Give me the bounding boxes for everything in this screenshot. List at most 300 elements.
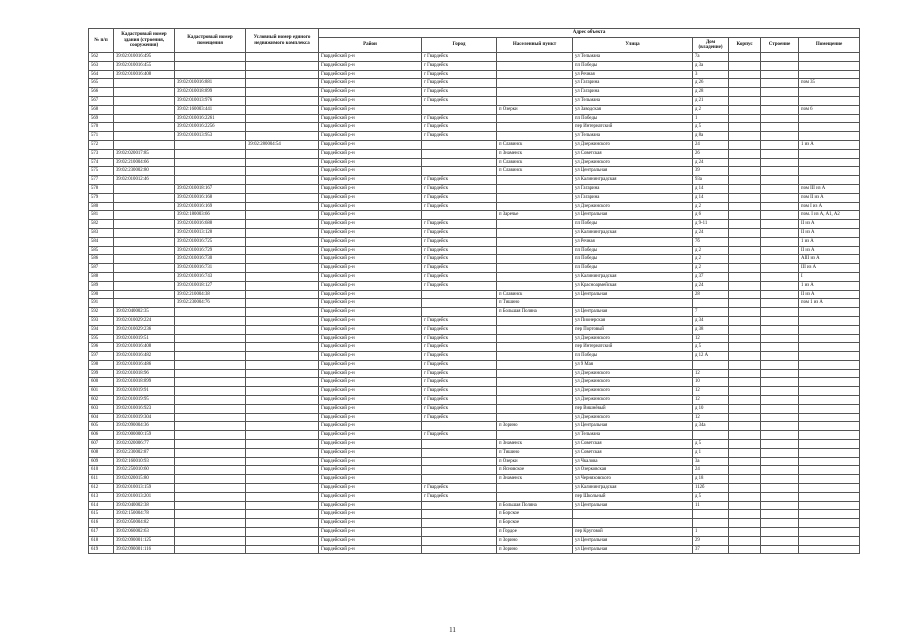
cell-num: 613: [89, 492, 114, 501]
cell-house: д 2: [693, 105, 729, 114]
cell-corpus: [729, 378, 761, 387]
cell-num: 578: [89, 184, 114, 193]
cell-city: г Гвардейск: [422, 404, 497, 413]
cell-house: д 10: [693, 404, 729, 413]
cell-num: 606: [89, 431, 114, 440]
cell-settlement: п Зорино: [497, 536, 573, 545]
cell-street: ул Центральная: [573, 501, 693, 510]
cell-cadastral-building: 39:02:150004:78: [114, 510, 175, 519]
cell-cadastral-building: 39:02:010019:51: [114, 334, 175, 343]
cell-house: 39: [693, 167, 729, 176]
cell-house: 112б: [693, 484, 729, 493]
cell-settlement: [497, 114, 573, 123]
cell-room: [799, 343, 860, 352]
cell-room: [799, 88, 860, 97]
cell-settlement: [497, 202, 573, 211]
cell-building: [761, 519, 799, 528]
cell-conditional-complex: [246, 299, 319, 308]
cell-city: [422, 457, 497, 466]
table-row: [89, 140, 860, 149]
header-num: № п/п: [89, 29, 114, 53]
table-row: [89, 484, 860, 493]
cell-city: г Гвардейск: [422, 281, 497, 290]
cell-street: пл Победы: [573, 264, 693, 273]
cell-district: Гвардейский р-н: [319, 510, 422, 519]
cell-building: [761, 193, 799, 202]
cell-num: 588: [89, 272, 114, 281]
cell-num: 610: [89, 466, 114, 475]
cell-city: г Гвардейск: [422, 396, 497, 405]
cell-cadastral-room: [175, 457, 246, 466]
registry-rows: [89, 53, 860, 554]
cell-cadastral-room: 39:02:010018:127: [175, 281, 246, 290]
cell-room: [799, 422, 860, 431]
cell-city: г Гвардейск: [422, 132, 497, 141]
cell-house: д 24: [693, 228, 729, 237]
cell-street: ул Речная: [573, 70, 693, 79]
cell-room: [799, 448, 860, 457]
cell-conditional-complex: [246, 492, 319, 501]
cell-cadastral-building: [114, 272, 175, 281]
cell-building: [761, 369, 799, 378]
cell-house: д 8а: [693, 132, 729, 141]
cell-cadastral-building: [114, 290, 175, 299]
header-street: Улица: [573, 38, 693, 53]
cell-house: 3а: [693, 457, 729, 466]
cell-street: пл Победы: [573, 352, 693, 361]
cell-city: г Гвардейск: [422, 492, 497, 501]
header-district: Район: [319, 38, 422, 53]
cell-cadastral-building: 39:02:020015:80: [114, 475, 175, 484]
cell-city: г Гвардейск: [422, 255, 497, 264]
cell-settlement: [497, 228, 573, 237]
cell-house: 12: [693, 387, 729, 396]
cell-cadastral-room: 39:02:010013:953: [175, 132, 246, 141]
cell-settlement: [497, 387, 573, 396]
cell-city: г Гвардейск: [422, 325, 497, 334]
cell-street: ул Центральная: [573, 422, 693, 431]
cell-settlement: п Заречье: [497, 211, 573, 220]
cell-cadastral-room: 39:02:010013:976: [175, 96, 246, 105]
cell-district: Гвардейский р-н: [319, 360, 422, 369]
cell-conditional-complex: [246, 316, 319, 325]
cell-conditional-complex: [246, 404, 319, 413]
cell-room: [799, 431, 860, 440]
cell-street: ул Заводская: [573, 105, 693, 114]
cell-building: [761, 528, 799, 537]
table-row: [89, 272, 860, 281]
table-row: [89, 184, 860, 193]
cell-cadastral-building: [114, 96, 175, 105]
cell-city: [422, 149, 497, 158]
cell-cadastral-building: [114, 140, 175, 149]
cell-cadastral-room: [175, 167, 246, 176]
cell-room: [799, 352, 860, 361]
cell-conditional-complex: [246, 202, 319, 211]
cell-building: [761, 167, 799, 176]
cell-num: 577: [89, 176, 114, 185]
cell-house: д 38: [693, 325, 729, 334]
cell-conditional-complex: [246, 176, 319, 185]
cell-district: Гвардейский р-н: [319, 202, 422, 211]
table-row: [89, 96, 860, 105]
cell-cadastral-building: [114, 132, 175, 141]
cell-house: д 14: [693, 184, 729, 193]
cell-room: II из А: [799, 290, 860, 299]
cell-cadastral-room: [175, 325, 246, 334]
cell-conditional-complex: [246, 519, 319, 528]
cell-building: [761, 492, 799, 501]
table-row: [89, 404, 860, 413]
cell-district: Гвардейский р-н: [319, 255, 422, 264]
cell-district: Гвардейский р-н: [319, 193, 422, 202]
cell-cadastral-room: [175, 528, 246, 537]
cell-district: Гвардейский р-н: [319, 176, 422, 185]
cell-settlement: [497, 484, 573, 493]
cell-corpus: [729, 79, 761, 88]
cell-settlement: п Борское: [497, 519, 573, 528]
cell-building: [761, 325, 799, 334]
cell-room: [799, 378, 860, 387]
cell-room: [799, 528, 860, 537]
cell-street: ул Тельмана: [573, 431, 693, 440]
table-row: [89, 528, 860, 537]
cell-street: ул Советская: [573, 448, 693, 457]
cell-cadastral-room: [175, 378, 246, 387]
cell-settlement: п Озерки: [497, 457, 573, 466]
cell-house: д 34а: [693, 422, 729, 431]
cell-street: ул Пионерская: [573, 316, 693, 325]
cell-cadastral-building: 39:02:040002:38: [114, 501, 175, 510]
cell-district: Гвардейский р-н: [319, 466, 422, 475]
table-row: [89, 387, 860, 396]
cell-district: Гвардейский р-н: [319, 369, 422, 378]
cell-room: [799, 387, 860, 396]
cell-corpus: [729, 149, 761, 158]
cell-street: [573, 519, 693, 528]
cell-cadastral-room: [175, 492, 246, 501]
cell-settlement: [497, 396, 573, 405]
cell-city: [422, 422, 497, 431]
cell-district: Гвардейский р-н: [319, 492, 422, 501]
cell-cadastral-room: 39:02:010016:168: [175, 193, 246, 202]
cell-city: г Гвардейск: [422, 378, 497, 387]
cell-building: [761, 96, 799, 105]
cell-room: [799, 413, 860, 422]
cell-city: [422, 290, 497, 299]
cell-house: д 5: [693, 343, 729, 352]
cell-street: пл Победы: [573, 61, 693, 70]
cell-city: [422, 519, 497, 528]
cell-corpus: [729, 53, 761, 62]
cell-conditional-complex: [246, 193, 319, 202]
cell-settlement: [497, 378, 573, 387]
cell-street: ул Дзержинского: [573, 378, 693, 387]
cell-settlement: [497, 193, 573, 202]
cell-room: [799, 61, 860, 70]
cell-district: Гвардейский р-н: [319, 88, 422, 97]
table-row: [89, 88, 860, 97]
cell-num: 585: [89, 246, 114, 255]
cell-street: ул Калининградская: [573, 176, 693, 185]
cell-house: 24: [693, 466, 729, 475]
cell-room: [799, 149, 860, 158]
cell-building: [761, 264, 799, 273]
cell-room: [799, 96, 860, 105]
cell-cadastral-room: [175, 413, 246, 422]
cell-conditional-complex: [246, 360, 319, 369]
cell-city: [422, 475, 497, 484]
cell-room: [799, 167, 860, 176]
cell-street: ул Гагарина: [573, 184, 693, 193]
cell-cadastral-building: [114, 184, 175, 193]
cell-district: Гвардейский р-н: [319, 96, 422, 105]
cell-settlement: [497, 369, 573, 378]
cell-building: [761, 448, 799, 457]
cell-house: [693, 360, 729, 369]
cell-house: д 1: [693, 448, 729, 457]
cell-district: Гвардейский р-н: [319, 70, 422, 79]
cell-cadastral-building: 39:02:090001:125: [114, 536, 175, 545]
cell-cadastral-room: 39:02:010016:881: [175, 79, 246, 88]
cell-district: Гвардейский р-н: [319, 79, 422, 88]
table-row: [89, 536, 860, 545]
cell-cadastral-building: [114, 211, 175, 220]
cell-settlement: п Знаменск: [497, 440, 573, 449]
cell-district: Гвардейский р-н: [319, 211, 422, 220]
cell-building: [761, 536, 799, 545]
table-row: [89, 457, 860, 466]
cell-room: [799, 158, 860, 167]
cell-corpus: [729, 140, 761, 149]
cell-district: Гвардейский р-н: [319, 220, 422, 229]
cell-cadastral-room: 39:02:010016:731: [175, 264, 246, 273]
cell-cadastral-room: [175, 519, 246, 528]
cell-city: г Гвардейск: [422, 484, 497, 493]
table-row: [89, 70, 860, 79]
cell-corpus: [729, 387, 761, 396]
table-row: [89, 308, 860, 317]
cell-district: Гвардейский р-н: [319, 290, 422, 299]
cell-room: [799, 466, 860, 475]
cell-num: 615: [89, 510, 114, 519]
cell-corpus: [729, 193, 761, 202]
cell-room: 1 из А: [799, 237, 860, 246]
cell-settlement: п Тишино: [497, 448, 573, 457]
cell-conditional-complex: [246, 281, 319, 290]
registry-table: [88, 28, 860, 554]
cell-city: г Гвардейск: [422, 316, 497, 325]
cell-district: Гвардейский р-н: [319, 422, 422, 431]
cell-cadastral-room: [175, 422, 246, 431]
cell-num: 611: [89, 475, 114, 484]
cell-building: [761, 158, 799, 167]
cell-corpus: [729, 88, 761, 97]
cell-settlement: [497, 264, 573, 273]
cell-building: [761, 79, 799, 88]
cell-settlement: [497, 404, 573, 413]
cell-cadastral-building: 39:02:040002:35: [114, 308, 175, 317]
cell-corpus: [729, 352, 761, 361]
cell-cadastral-building: 39:02:020017:85: [114, 149, 175, 158]
cell-building: [761, 53, 799, 62]
cell-num: 603: [89, 404, 114, 413]
cell-city: г Гвардейск: [422, 352, 497, 361]
cell-cadastral-building: [114, 299, 175, 308]
cell-city: г Гвардейск: [422, 96, 497, 105]
cell-street: пер Портовый: [573, 325, 693, 334]
cell-corpus: [729, 61, 761, 70]
cell-cadastral-room: [175, 466, 246, 475]
cell-district: Гвардейский р-н: [319, 378, 422, 387]
cell-num: 567: [89, 96, 114, 105]
cell-conditional-complex: [246, 114, 319, 123]
cell-num: 602: [89, 396, 114, 405]
cell-district: Гвардейский р-н: [319, 132, 422, 141]
cell-conditional-complex: [246, 536, 319, 545]
cell-building: [761, 299, 799, 308]
cell-cadastral-room: [175, 369, 246, 378]
cell-building: [761, 404, 799, 413]
cell-cadastral-room: [175, 501, 246, 510]
cell-city: г Гвардейск: [422, 246, 497, 255]
cell-corpus: [729, 369, 761, 378]
cell-conditional-complex: [246, 132, 319, 141]
cell-conditional-complex: [246, 484, 319, 493]
cell-conditional-complex: [246, 158, 319, 167]
cell-corpus: [729, 105, 761, 114]
cell-district: Гвардейский р-н: [319, 545, 422, 554]
cell-conditional-complex: [246, 501, 319, 510]
cell-house: 12: [693, 396, 729, 405]
cell-building: [761, 202, 799, 211]
cell-settlement: [497, 88, 573, 97]
cell-district: Гвардейский р-н: [319, 237, 422, 246]
cell-corpus: [729, 448, 761, 457]
cell-conditional-complex: [246, 70, 319, 79]
cell-building: [761, 211, 799, 220]
cell-room: пом 6: [799, 105, 860, 114]
cell-district: Гвардейский р-н: [319, 167, 422, 176]
cell-cadastral-room: [175, 334, 246, 343]
table-row: [89, 325, 860, 334]
cell-num: 598: [89, 360, 114, 369]
cell-corpus: [729, 431, 761, 440]
cell-district: Гвардейский р-н: [319, 246, 422, 255]
cell-cadastral-room: 39:02:010016:169: [175, 202, 246, 211]
cell-district: Гвардейский р-н: [319, 272, 422, 281]
cell-corpus: [729, 536, 761, 545]
cell-street: пл Победы: [573, 246, 693, 255]
table-row: [89, 202, 860, 211]
cell-house: д 21: [693, 96, 729, 105]
cell-cadastral-building: 39:02:010016:923: [114, 404, 175, 413]
cell-building: [761, 413, 799, 422]
cell-house: д 34: [693, 316, 729, 325]
cell-corpus: [729, 211, 761, 220]
cell-building: [761, 228, 799, 237]
cell-street: пер Интернатский: [573, 123, 693, 132]
cell-cadastral-building: [114, 202, 175, 211]
cell-street: пл Победы: [573, 255, 693, 264]
cell-room: [799, 475, 860, 484]
cell-corpus: [729, 404, 761, 413]
cell-cadastral-building: 39:02:010012:46: [114, 176, 175, 185]
cell-num: 616: [89, 519, 114, 528]
table-row: [89, 475, 860, 484]
cell-building: [761, 422, 799, 431]
cell-city: г Гвардейск: [422, 237, 497, 246]
cell-city: г Гвардейск: [422, 334, 497, 343]
cell-conditional-complex: [246, 272, 319, 281]
cell-building: [761, 184, 799, 193]
cell-cadastral-room: 39:02:010016:729: [175, 246, 246, 255]
cell-corpus: [729, 360, 761, 369]
cell-district: Гвардейский р-н: [319, 396, 422, 405]
cell-cadastral-building: 39:02:010019:91: [114, 387, 175, 396]
cell-house: д 2: [693, 246, 729, 255]
cell-conditional-complex: [246, 184, 319, 193]
cell-cadastral-room: [175, 176, 246, 185]
cell-cadastral-room: 39:02:230004:76: [175, 299, 246, 308]
cell-corpus: [729, 334, 761, 343]
cell-conditional-complex: [246, 325, 319, 334]
cell-cadastral-building: [114, 79, 175, 88]
cell-room: [799, 308, 860, 317]
cell-city: г Гвардейск: [422, 61, 497, 70]
cell-building: [761, 308, 799, 317]
cell-cadastral-room: [175, 484, 246, 493]
cell-settlement: [497, 413, 573, 422]
cell-conditional-complex: [246, 88, 319, 97]
cell-city: г Гвардейск: [422, 123, 497, 132]
cell-room: [799, 519, 860, 528]
cell-settlement: [497, 325, 573, 334]
cell-num: 587: [89, 264, 114, 273]
cell-num: 562: [89, 53, 114, 62]
table-row: [89, 167, 860, 176]
cell-street: пер Вишнёвый: [573, 404, 693, 413]
cell-num: 593: [89, 316, 114, 325]
cell-cadastral-building: 39:02:010016:486: [114, 360, 175, 369]
cell-house: д 5: [693, 492, 729, 501]
cell-house: д 24: [693, 158, 729, 167]
cell-num: 601: [89, 387, 114, 396]
cell-corpus: [729, 246, 761, 255]
cell-house: 10: [693, 378, 729, 387]
cell-room: [799, 360, 860, 369]
cell-corpus: [729, 184, 761, 193]
cell-house: д 14: [693, 193, 729, 202]
cell-house: д 24: [693, 281, 729, 290]
cell-street: ул Советская: [573, 440, 693, 449]
table-row: [89, 510, 860, 519]
cell-corpus: [729, 290, 761, 299]
cell-corpus: [729, 466, 761, 475]
cell-district: Гвардейский р-н: [319, 501, 422, 510]
cell-district: Гвардейский р-н: [319, 334, 422, 343]
table-row: [89, 299, 860, 308]
cell-conditional-complex: [246, 96, 319, 105]
cell-conditional-complex: [246, 475, 319, 484]
cell-cadastral-room: [175, 140, 246, 149]
cell-corpus: [729, 519, 761, 528]
cell-conditional-complex: [246, 378, 319, 387]
cell-house: 12: [693, 369, 729, 378]
cell-street: ул Тельмана: [573, 132, 693, 141]
cell-street: ул Центральная: [573, 211, 693, 220]
cell-room: [799, 545, 860, 554]
